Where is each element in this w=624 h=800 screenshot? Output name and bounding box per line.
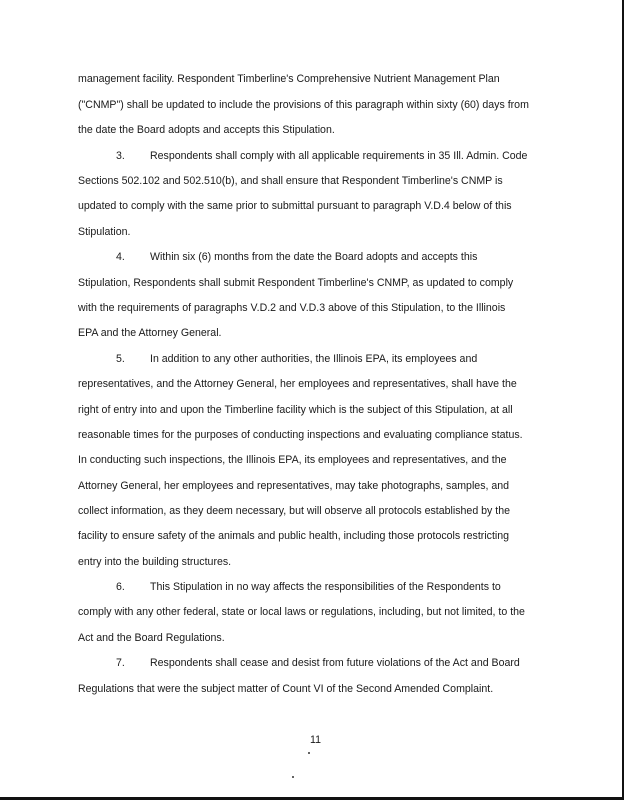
body-line: ("CNMP") shall be updated to include the provisions of this paragraph within sixty (60) days from <box>78 99 529 111</box>
body-line: collect information, as they deem necessary, but will observe all protocols established by the <box>78 505 511 517</box>
paragraph-first-line: This Stipulation in no way affects the responsibilities of the Respondents to <box>150 581 501 593</box>
body-line: EPA and the Attorney General. <box>78 327 222 339</box>
body-line: Regulations that were the subject matter of Count VI of the Second Amended Complaint. <box>78 683 494 695</box>
body-line: right of entry into and upon the Timberline facility which is the subject of this Stipulation, at all <box>78 404 513 416</box>
paragraph-number: 5. <box>116 353 125 365</box>
body-line: the date the Board adopts and accepts this Stipulation. <box>78 124 335 136</box>
body-line: Attorney General, her employees and representatives, may take photographs, samples, and <box>78 480 510 492</box>
body-line: management facility. Respondent Timberline's Comprehensive Nutrient Management Plan <box>78 73 500 85</box>
scan-speck <box>292 776 294 778</box>
body-line: updated to comply with the same prior to submittal pursuant to paragraph V.D.4 below of this <box>78 200 512 212</box>
body-line: comply with any other federal, state or local laws or regulations, including, but not limited, to the <box>78 606 525 618</box>
body-line: In conducting such inspections, the Illinois EPA, its employees and representatives, and the <box>78 454 507 466</box>
body-line: Sections 502.102 and 502.510(b), and shall ensure that Respondent Timberline's CNMP is <box>78 175 503 187</box>
paragraph-first-line: Respondents shall cease and desist from future violations of the Act and Board <box>150 657 520 669</box>
scan-speck <box>308 752 310 754</box>
paragraph-number: 4. <box>116 251 125 263</box>
body-line: entry into the building structures. <box>78 556 232 568</box>
body-line: facility to ensure safety of the animals and public health, including those protocols restricting <box>78 530 510 542</box>
body-line: Stipulation. <box>78 226 131 238</box>
paragraph-number: 3. <box>116 150 125 162</box>
paragraph-first-line: Within six (6) months from the date the Board adopts and accepts this <box>150 251 478 263</box>
paragraph-first-line: In addition to any other authorities, the Illinois EPA, its employees and <box>150 353 478 365</box>
body-line: Stipulation, Respondents shall submit Respondent Timberline's CNMP, as updated to comply <box>78 277 514 289</box>
paragraph-number: 7. <box>116 657 125 669</box>
page-number: 11 <box>310 734 321 746</box>
body-line: reasonable times for the purposes of conducting inspections and evaluating compliance status. <box>78 429 523 441</box>
body-line: with the requirements of paragraphs V.D.2 and V.D.3 above of this Stipulation, to the Illinois <box>78 302 506 314</box>
paragraph-number: 6. <box>116 581 125 593</box>
body-line: representatives, and the Attorney General, her employees and representatives, shall have the <box>78 378 517 390</box>
paragraph-first-line: Respondents shall comply with all applicable requirements in 35 Ill. Admin. Code <box>150 150 528 162</box>
body-line: Act and the Board Regulations. <box>78 632 225 644</box>
